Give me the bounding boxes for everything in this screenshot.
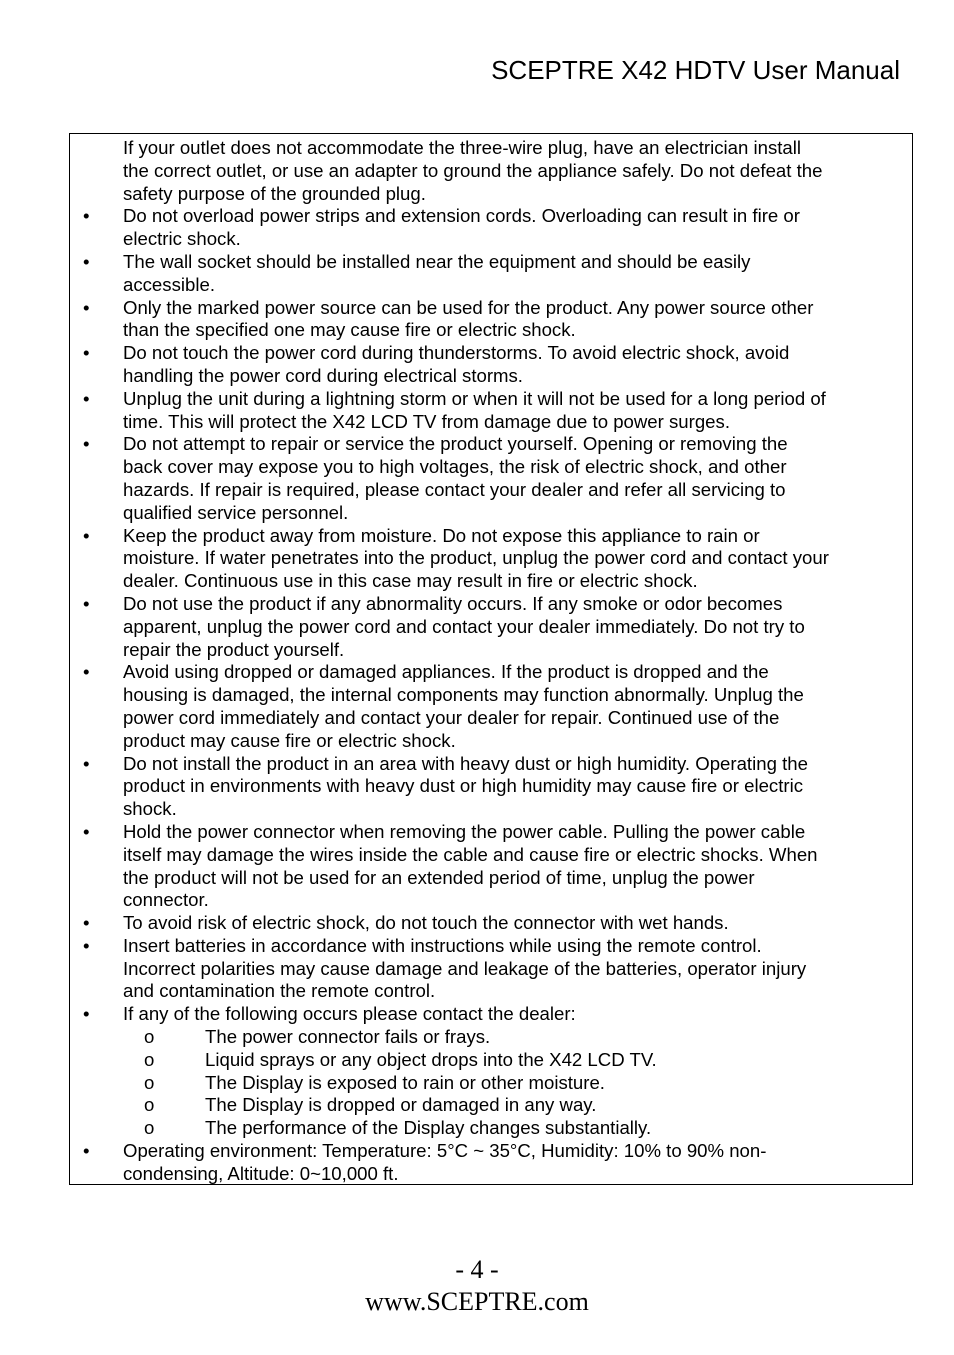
bullet-marker: • [83,661,90,683]
bullet-marker: • [83,752,90,774]
bullet-marker: • [83,592,90,614]
list-item-text: If any of the following occurs please contact the dealer: [123,1003,576,1025]
list-item-text: Do not overload power strips and extension cords. Overloading can result in fire or electric shock. [123,205,800,250]
list-item-text: The wall socket should be installed near the equipment and should be easily accessible. [123,250,751,295]
list-item [70,661,912,752]
sub-list-item-text: The Display is exposed to rain or other moisture. [205,1071,605,1093]
bullet-marker: • [83,433,90,455]
list-item [70,1003,912,1026]
list-item [70,388,912,434]
bullet-marker: • [83,342,90,364]
list-item [70,433,912,524]
list-item-text: Unplug the unit during a lightning storm or when it will not be used for a long period of time. This will protect the X42 LCD TV from damage due to power surges. [123,387,826,432]
sub-list-item-text: Liquid sprays or any object drops into the X42 LCD TV. [205,1048,657,1070]
list-item [70,935,912,1003]
sub-list-item [70,1049,912,1072]
bullet-marker: • [83,387,90,409]
intro-paragraph: If your outlet does not accommodate the three-wire plug, have an electrician install the correct outlet, or use an adapter to ground the appliance safely. Do not defeat the safety purpose of the grounded plug. [123,137,823,204]
list-item [70,593,912,661]
list-item-text: Do not attempt to repair or service the product yourself. Opening or removing the back cover may expose you to high voltages, the risk of electric shock, and other hazards. If repair is required, please contact your dealer and refer all servicing to qualified service personnel. [123,433,788,523]
bullet-marker: • [83,1003,90,1025]
sub-bullet-marker: o [144,1026,155,1048]
sub-list-item [70,1026,912,1049]
sub-bullet-marker: o [144,1048,155,1070]
list-item [70,251,912,297]
bullet-marker: • [83,1140,90,1162]
safety-instructions-list [70,137,912,1186]
list-item-text: Do not touch the power cord during thunderstorms. To avoid electric shock, avoid handling the power cord during electrical storms. [123,342,790,386]
page-header-title: SCEPTRE X42 HDTV User Manual [491,55,900,85]
bullet-marker: • [83,296,90,318]
list-item [70,342,912,388]
bullet-marker: • [83,250,90,272]
list-item-text: Hold the power connector when removing the power cable. Pulling the power cable itself may damage the wires inside the cable and cause fire or electric shocks. When the product will not be used for an extended period of time, unplug the power connector. [123,820,818,911]
safety-instructions-box [69,133,913,1185]
sub-list-item [70,1072,912,1095]
list-item-text: Avoid using dropped or damaged appliances. If the product is dropped and the housing is damaged, the internal components may function abnormally. Unplug the power cord immediately and contact your dealer for repair. Continued use of the product may cause fire or electric shock. [123,661,804,751]
page-number: - 4 - [455,1255,499,1284]
sub-list-item [70,1117,912,1140]
list-item [70,1140,912,1186]
sub-bullet-marker: o [144,1071,155,1093]
sub-list-item-text: The Display is dropped or damaged in any way. [205,1094,597,1116]
bullet-marker: • [83,934,90,956]
list-item-text: Insert batteries in accordance with instructions while using the remote control. Incorrect polarities may cause damage and leakage of the batteries, operator injury and contamination the remote control. [123,934,807,1002]
list-item [70,821,912,912]
list-item [70,297,912,343]
list-item [70,205,912,251]
sub-list-item-text: The power connector fails or frays. [205,1026,491,1048]
list-item-text: Operating environment: Temperature: 5°C ~ 35°C, Humidity: 10% to 90% non- condensing, Altitude: 0~10,000 ft. [123,1140,767,1184]
sub-bullet-marker: o [144,1094,155,1116]
sub-list-item-text: The performance of the Display changes substantially. [205,1117,652,1139]
list-item [70,912,912,935]
list-item [70,753,912,821]
list-item [70,525,912,593]
list-item-text: Do not install the product in an area with heavy dust or high humidity. Operating the product in environments with heavy dust or high humidity may cause fire or electric shock. [123,752,808,820]
list-item-text: Only the marked power source can be used for the product. Any power source other than the specified one may cause fire or electric shock. [123,296,814,341]
sub-bullet-marker: o [144,1117,155,1139]
list-item-text: Keep the product away from moisture. Do not expose this appliance to rain or moisture. If water penetrates into the product, unplug the power cord and contact your dealer. Continuous use in this case may result in fire or electric shock. [123,524,829,592]
bullet-marker: • [83,912,90,934]
list-item-text: To avoid risk of electric shock, do not touch the connector with wet hands. [123,912,729,934]
bullet-marker: • [83,205,90,227]
website-footer: www.SCEPTRE.com [365,1287,589,1316]
list-item-text: Do not use the product if any abnormality occurs. If any smoke or odor becomes apparent, unplug the power cord and contact your dealer immediately. Do not try to repair the product yourself. [123,592,805,660]
bullet-marker: • [83,820,90,842]
bullet-marker: • [83,524,90,546]
sub-list-item [70,1094,912,1117]
